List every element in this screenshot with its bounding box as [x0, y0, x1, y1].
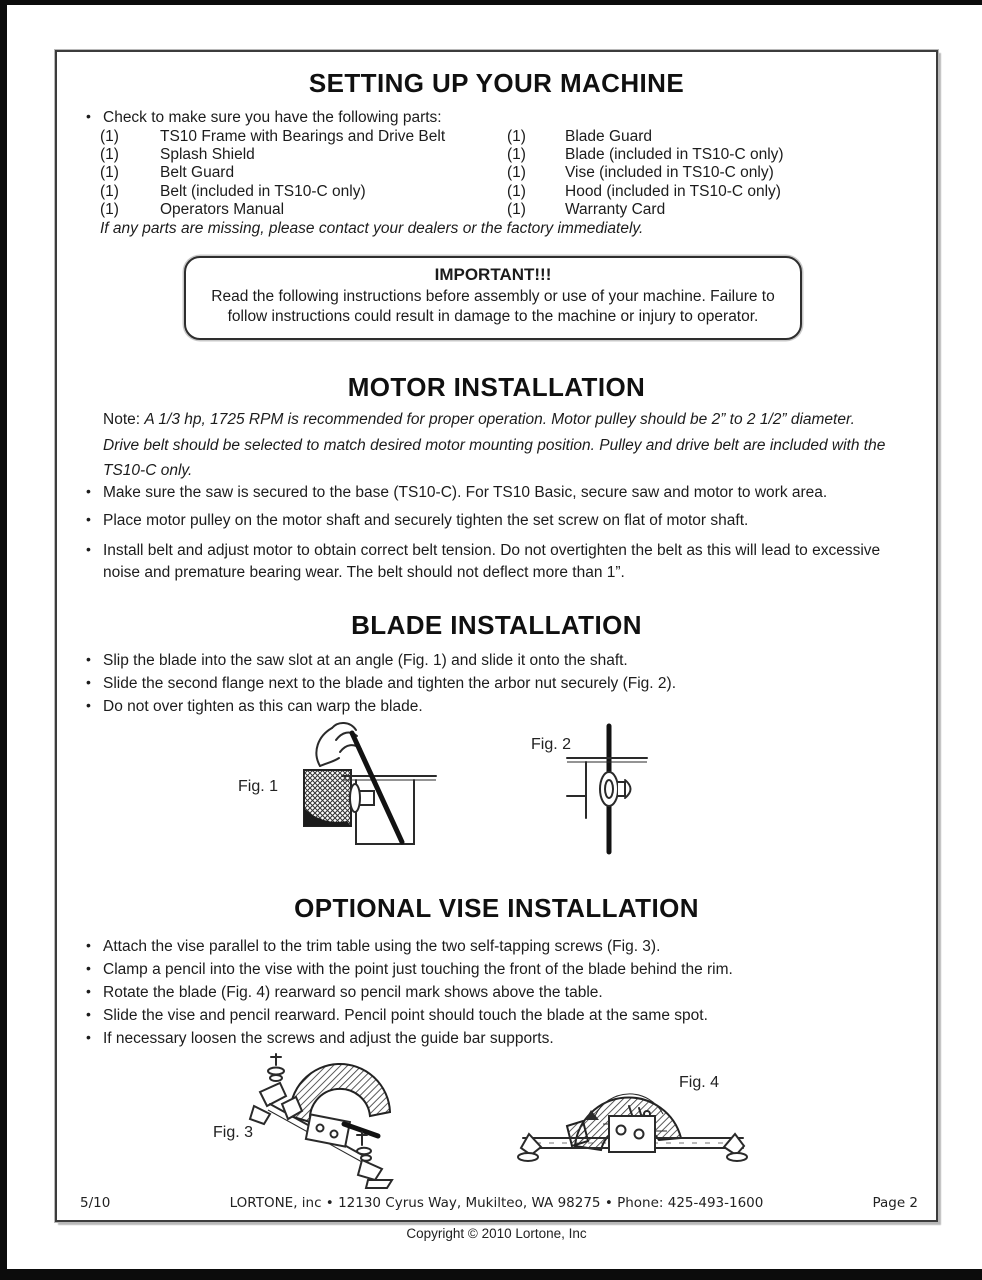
fig2-drawing-flange-nut	[565, 722, 649, 858]
bullet-dot-icon: •	[86, 108, 91, 124]
part-qty: (1)	[507, 146, 526, 164]
document-page	[55, 50, 938, 1222]
part-name: Blade (included in TS10-C only)	[565, 146, 784, 164]
bullet-dot-icon: •	[86, 937, 91, 953]
parts-row	[57, 183, 936, 201]
part-qty: (1)	[507, 182, 526, 200]
part-qty: (1)	[507, 200, 526, 218]
footer-page-number: Page 2	[872, 1195, 918, 1211]
part-qty: (1)	[507, 164, 526, 182]
bullet-dot-icon: •	[86, 1006, 91, 1022]
parts-list	[57, 128, 936, 219]
vise-bullet-text: Attach the vise parallel to the trim table using the two self-tapping screws (Fig. 3).	[103, 938, 661, 955]
fig4-drawing-rotate-hood	[515, 1058, 751, 1166]
bullet-dot-icon: •	[86, 511, 91, 527]
important-title: IMPORTANT!!!	[434, 265, 552, 284]
blade-bullet	[86, 650, 903, 672]
important-notice-box	[184, 256, 802, 340]
part-name: Blade Guard	[565, 128, 653, 145]
section-title-motor: MOTOR INSTALLATION	[347, 372, 646, 402]
part-qty: (1)	[100, 164, 119, 182]
vise-bullet-text: Clamp a pencil into the vise with the point just touching the front of the blade behind the rim.	[103, 961, 733, 978]
motor-note	[103, 407, 891, 484]
figure-row-blade	[57, 718, 936, 868]
part-name: Warranty Card	[565, 200, 666, 218]
part-qty: (1)	[100, 128, 119, 145]
fig4-label: Fig. 4	[679, 1074, 720, 1091]
part-name: Belt Guard	[160, 164, 235, 182]
part-name: TS10 Frame with Bearings and Drive Belt	[160, 128, 446, 145]
motor-note-label: Note:	[103, 411, 145, 428]
bullet-dot-icon: •	[86, 541, 91, 557]
scan-edge-top	[0, 0, 982, 5]
parts-row	[57, 128, 936, 146]
part-name: Vise (included in TS10-C only)	[565, 164, 774, 182]
section-title-blade: BLADE INSTALLATION	[351, 610, 642, 640]
part-name: Belt (included in TS10-C only)	[160, 182, 366, 200]
part-name: Hood (included in TS10-C only)	[565, 182, 781, 200]
part-qty: (1)	[100, 200, 119, 218]
vise-bullet	[86, 1028, 903, 1050]
footer-revision: 5/10	[80, 1195, 111, 1211]
blade-bullet-text: Do not over tighten as this can warp the blade.	[103, 698, 423, 715]
fig1-drawing-blade-insert	[300, 718, 440, 863]
parts-row	[57, 164, 936, 182]
bullet-dot-icon: •	[86, 983, 91, 999]
blade-bullet-text: Slip the blade into the saw slot at an angle (Fig. 1) and slide it onto the shaft.	[103, 652, 628, 669]
bullet-dot-icon: •	[86, 651, 91, 667]
setup-intro-text: Check to make sure you have the following parts:	[103, 109, 442, 126]
motor-bullet	[86, 482, 903, 504]
scan-edge-left	[0, 0, 7, 1280]
vise-bullet	[86, 959, 903, 981]
bullet-dot-icon: •	[86, 1029, 91, 1045]
page-footer	[57, 1195, 936, 1217]
section-title-vise: OPTIONAL VISE INSTALLATION	[294, 893, 699, 923]
motor-bullet	[86, 510, 903, 532]
vise-bullet-text: Slide the vise and pencil rearward. Pencil point should touch the blade at the same spot.	[103, 1007, 708, 1024]
blade-bullet-text: Slide the second flange next to the blade and tighten the arbor nut securely (Fig. 2).	[103, 675, 677, 692]
vise-bullet	[86, 1005, 903, 1027]
fig2-label: Fig. 2	[531, 736, 572, 753]
vise-bullet-text: Rotate the blade (Fig. 4) rearward so pencil mark shows above the table.	[103, 984, 603, 1001]
part-name: Operators Manual	[160, 200, 285, 218]
bullet-dot-icon: •	[86, 674, 91, 690]
important-line1: Read the following instructions before assembly or use of your machine. Failure to	[211, 288, 775, 305]
part-name: Splash Shield	[160, 146, 255, 164]
bullet-dot-icon: •	[86, 697, 91, 713]
fig3-label: Fig. 3	[213, 1124, 254, 1141]
motor-bullet	[86, 540, 887, 583]
section-title-setup: SETTING UP YOUR MACHINE	[308, 68, 685, 98]
motor-bullet-text: Make sure the saw is secured to the base (TS10-C). For TS10 Basic, secure saw and motor to work area.	[103, 484, 828, 501]
fig3-drawing-vise-mount	[212, 1052, 402, 1190]
motor-note-text: A 1/3 hp, 1725 RPM is recommended for proper operation. Motor pulley should be 2” to 2 1/2” diameter. Drive belt should be selected to match desired motor mounting position. Pulley and drive belt are included with the TS10-C only.	[103, 411, 886, 479]
blade-bullet	[86, 696, 903, 718]
parts-row	[57, 201, 936, 219]
bullet-dot-icon: •	[86, 483, 91, 499]
copyright-line: Copyright © 2010 Lortone, Inc	[406, 1226, 587, 1241]
missing-parts-note: If any parts are missing, please contact your dealers or the factory immediately.	[100, 220, 644, 237]
blade-bullet	[86, 673, 903, 695]
bullet-dot-icon: •	[86, 960, 91, 976]
scan-edge-bottom	[0, 1269, 982, 1280]
part-qty: (1)	[100, 146, 119, 164]
motor-bullet-text: Install belt and adjust motor to obtain correct belt tension. Do not overtighten the belt as this will lead to excessive noise and premature bearing wear. The belt should not deflect more than 1”.	[103, 542, 881, 581]
part-qty: (1)	[100, 182, 119, 200]
vise-bullet	[86, 982, 903, 1004]
fig1-label: Fig. 1	[238, 778, 279, 795]
important-line2: follow instructions could result in damage to the machine or injury to operator.	[227, 308, 759, 325]
vise-bullet-text: If necessary loosen the screws and adjust the guide bar supports.	[103, 1030, 554, 1047]
part-qty: (1)	[507, 128, 526, 145]
parts-row	[57, 146, 936, 164]
setup-intro-bullet	[86, 107, 903, 129]
figure-row-vise	[57, 1050, 936, 1190]
motor-bullet-text: Place motor pulley on the motor shaft and securely tighten the set screw on flat of motor shaft.	[103, 512, 749, 529]
vise-bullet	[86, 936, 903, 958]
footer-company-line: LORTONE, inc • 12130 Cyrus Way, Mukilteo, WA 98275 • Phone: 425-493-1600	[229, 1195, 764, 1211]
